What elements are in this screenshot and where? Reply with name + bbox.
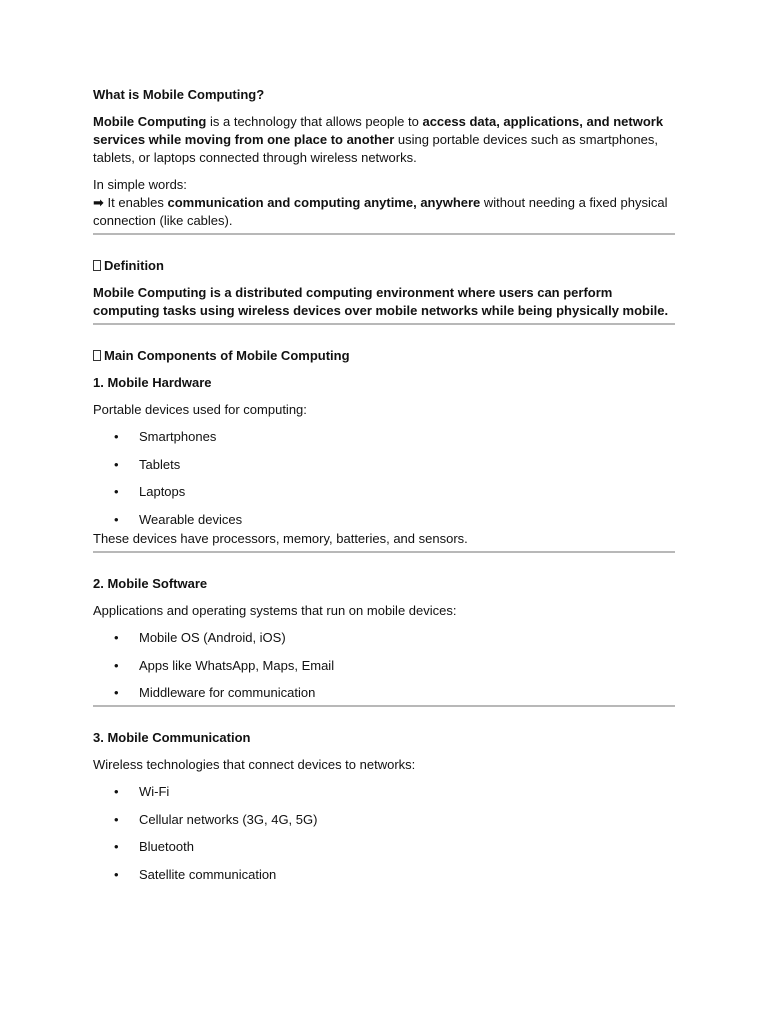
intro-bold-term: Mobile Computing <box>93 114 207 129</box>
simple-text-1: It enables <box>103 195 168 210</box>
divider <box>93 323 675 325</box>
communication-heading: 3. Mobile Communication <box>93 730 251 745</box>
intro-text-1: is a technology that allows people to <box>206 114 423 129</box>
hardware-heading: 1. Mobile Hardware <box>93 375 212 390</box>
intro-text-2: using portable devices such as smartphones, tablets, or laptops connected through wireless networks. <box>93 132 659 165</box>
list-item: • Satellite communication <box>93 866 675 884</box>
software-intro: Applications and operating systems that run on mobile devices: <box>93 603 457 618</box>
right-arrow-icon: ➡ <box>93 195 104 210</box>
divider <box>93 705 675 707</box>
missing-glyph-icon <box>93 350 101 361</box>
simple-words-paragraph <box>93 176 675 230</box>
software-heading: 2. Mobile Software <box>93 576 208 591</box>
list-item: • Wearable devices <box>93 511 675 529</box>
divider <box>93 551 675 553</box>
software-list <box>93 629 675 702</box>
simple-bold-phrase: communication and computing anytime, anywhere <box>167 195 481 210</box>
divider <box>93 233 675 235</box>
list-item: • Smartphones <box>93 428 675 446</box>
list-item: • Tablets <box>93 456 675 474</box>
page-title: What is Mobile Computing? <box>93 87 265 102</box>
list-item: • Mobile OS (Android, iOS) <box>93 629 675 647</box>
simple-text-2: without needing a fixed physical connection (like cables). <box>93 195 668 228</box>
definition-heading-text: Definition <box>104 258 164 273</box>
list-item: • Middleware for communication <box>93 684 675 702</box>
components-heading-text: Main Components of Mobile Computing <box>104 348 350 363</box>
list-item: • Bluetooth <box>93 838 675 856</box>
list-item: • Cellular networks (3G, 4G, 5G) <box>93 811 675 829</box>
definition-text <box>93 284 675 320</box>
hardware-note: These devices have processors, memory, batteries, and sensors. <box>93 531 468 546</box>
hardware-list <box>93 428 675 529</box>
communication-list <box>93 783 675 884</box>
definition-heading <box>93 257 675 275</box>
list-item: • Apps like WhatsApp, Maps, Email <box>93 657 675 675</box>
definition-bold-text: Mobile Computing is a distributed computing environment where users can perform computing tasks using wireless devices over mobile networks while being physically mobile. <box>93 285 669 318</box>
list-item: • Wi-Fi <box>93 783 675 801</box>
missing-glyph-icon <box>93 260 101 271</box>
simple-words-lead: In simple words: <box>93 177 187 192</box>
document-content <box>93 86 675 893</box>
hardware-intro: Portable devices used for computing: <box>93 402 307 417</box>
list-item: • Laptops <box>93 483 675 501</box>
components-heading <box>93 347 675 365</box>
intro-paragraph <box>93 113 675 167</box>
communication-intro: Wireless technologies that connect devices to networks: <box>93 757 416 772</box>
intro-bold-phrase: access data, applications, and network services while moving from one place to another <box>93 114 664 147</box>
